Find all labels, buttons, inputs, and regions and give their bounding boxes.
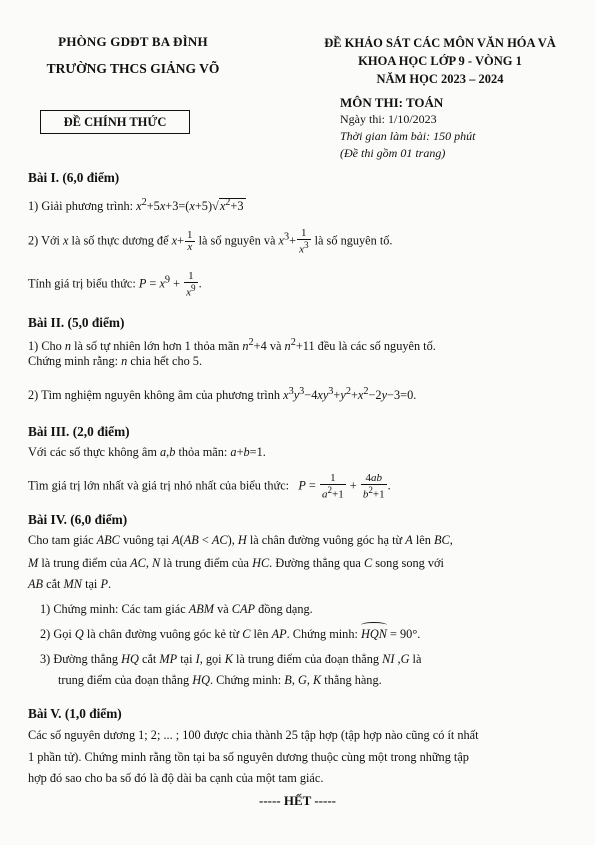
school-name: TRƯỜNG THCS GIẢNG VÕ <box>46 61 220 76</box>
end-marker: ----- HẾT ----- <box>258 793 336 808</box>
problem-4-item-3-cont: trung điểm của đoạn thẳng HQ. Chứng minh: B, G, K thẳng hàng. <box>58 673 382 687</box>
exam-title-line1: ĐỀ KHẢO SÁT CÁC MÔN VĂN HÓA VÀ <box>324 36 556 50</box>
problem-2-1-cont: Chứng minh rằng: n chia hết cho 5. <box>28 354 203 368</box>
section-title-3: Bài III. (2,0 điểm) <box>28 424 130 439</box>
exam-title-line2: KHOA HỌC LỚP 9 - VÒNG 1 <box>358 54 522 68</box>
problem-4-item-3: 3) Đường thẳng HQ cắt MP tại I, gọi K là trung điểm của đoạn thẳng NI ,G là <box>40 652 422 666</box>
official-exam-box: ĐỀ CHÍNH THỨC <box>40 110 190 134</box>
section-title-5: Bài V. (1,0 điểm) <box>28 706 122 721</box>
problem-2-1: 1) Cho n là số tự nhiên lớn hơn 1 thỏa mãn $n^2+4$ và $n^2+11$ đều là các số nguyên tố. <box>28 337 436 354</box>
section-title-1: Bài I. (6,0 điểm) <box>28 170 120 185</box>
problem-4-line1: Cho tam giác ABC vuông tại A(AB < AC), H là chân đường vuông góc hạ từ A lên BC, <box>28 533 453 547</box>
problem-3-condition: Với các số thực không âm a,b thỏa mãn: a+b=1. <box>28 445 266 459</box>
exam-title-line3: NĂM HỌC 2023 – 2024 <box>376 72 504 86</box>
problem-3-expression: Tìm giá trị lớn nhất và giá trị nhỏ nhất của biểu thức: P = $\frac{1}{a^2+1}$ + $\frac{4ab}{b^2+1}$ . <box>28 472 391 501</box>
problem-5-line2: 1 phần tử). Chứng minh rằng tồn tại ba số nguyên dương thuộc cùng một trong những tập <box>28 750 469 764</box>
problem-1-3: Tính giá trị biểu thức: $P = x^9$ + $\frac{1}{x^9}$ . <box>28 270 202 299</box>
problem-2-2: 2) Tìm nghiệm nguyên không âm của phương trình $x^3y^3-4xy^3+y^2+x^2-2y-3=0$. <box>28 386 417 403</box>
exam-duration: Thời gian làm bài: 150 phút <box>340 129 476 143</box>
problem-5-line1: Các số nguyên dương 1; 2; ... ; 100 được chia thành 25 tập hợp (tập hợp nào cũng có ít nhất <box>28 728 479 742</box>
problem-1-1: 1) Giải phương trình: $x^2+5x+3=(x+5)√x^2+3$ <box>28 197 244 214</box>
header-right <box>300 34 580 88</box>
exam-subject: MÔN THI: TOÁN <box>340 95 444 110</box>
section-title-2: Bài II. (5,0 điểm) <box>28 315 125 330</box>
department-name: PHÒNG GDĐT BA ĐÌNH <box>58 34 208 49</box>
problem-5-line3: hợp đó sao cho ba số đó là độ dài ba cạnh của một tam giác. <box>28 771 324 785</box>
exam-info <box>340 94 580 162</box>
problem-1-2: 2) Với x là số thực dương để x+ $\frac{1}{x}$ là số nguyên và $x^3+$ $\frac{1}{x^3}$ là số nguyên tố. <box>28 227 393 256</box>
problem-4-line3: AB cắt MN tại P. <box>28 577 112 591</box>
exam-pages: (Đề thi gồm 01 trang) <box>340 146 446 160</box>
problem-4-item-2: 2) Gọi Q là chân đường vuông góc kẻ từ C lên AP. Chứng minh: HQN = 90°. <box>40 627 421 641</box>
header-left <box>28 34 238 77</box>
problem-4-line2: M là trung điểm của AC, N là trung điểm của HC. Đường thẳng qua C song song với <box>28 556 444 570</box>
exam-date: Ngày thi: 1/10/2023 <box>340 112 437 126</box>
section-title-4: Bài IV. (6,0 điểm) <box>28 512 128 527</box>
problem-4-item-1: 1) Chứng minh: Các tam giác ABM và CAP đồng dạng. <box>40 602 313 616</box>
